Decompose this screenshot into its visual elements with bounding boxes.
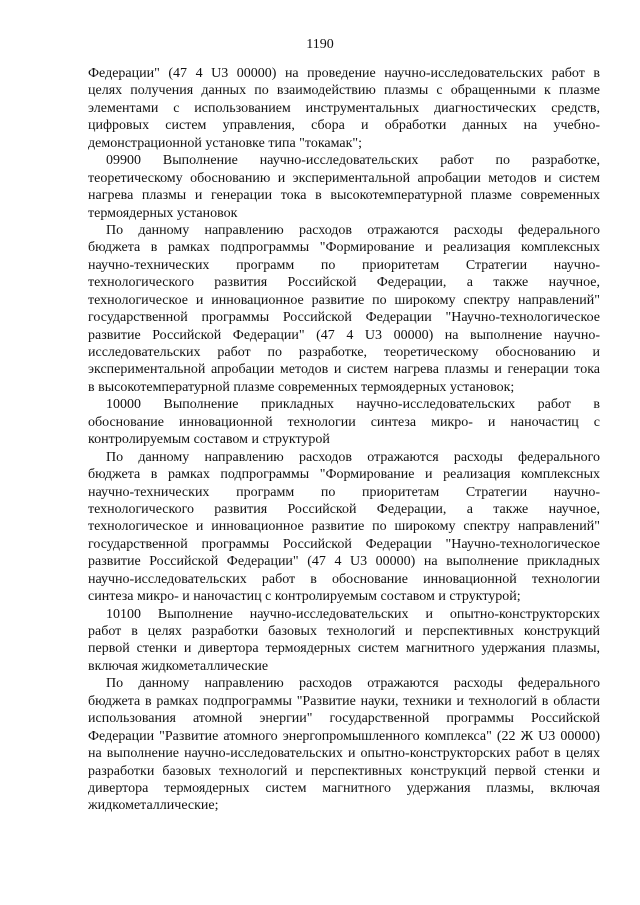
text-line: исследовательских работ по разработке, теоретическому обоснованию и bbox=[88, 345, 600, 360]
text-line: государственной программы Российской Федерации "Научно-технологическое bbox=[88, 310, 600, 326]
text-line: развитие Российской Федерации" (47 4 U3 00000) на выполнение прикладных bbox=[88, 554, 600, 570]
text-line: термоядерных установок bbox=[88, 205, 238, 221]
text-line: первой стенки и дивертора термоядерных систем магнитного удержания плазмы, bbox=[88, 641, 600, 657]
text-line: 09900 Выполнение научно-исследовательских работ по разработке, bbox=[106, 153, 600, 169]
text-line: научно-технических программ по приоритетам Стратегии научно- bbox=[88, 484, 600, 500]
text-line: на выполнение научно-исследовательских и опытно-конструкторских работ в целях bbox=[88, 746, 600, 762]
text-line: обоснование инновационной технологии синтеза микро- и наночастиц с bbox=[88, 414, 600, 430]
text-line: бюджета в рамках подпрограммы "Формирование и реализация комплексных bbox=[88, 467, 600, 483]
text-line: бюджета в рамках подпрограммы "Формирование и реализация комплексных bbox=[88, 240, 600, 256]
text-line: технологического развития Российской Федерации, а также научное, bbox=[88, 501, 600, 517]
text-line: нагрева плазмы и генерации тока в высокотемпературной плазме современных bbox=[88, 188, 600, 204]
text-line: научно-исследовательских работ в обоснование инновационной технологии bbox=[88, 571, 600, 587]
text-line: 10000 Выполнение прикладных научно-исследовательских работ в bbox=[106, 397, 600, 413]
text-line: целях получения данных по взаимодействию плазмы с обращенными к плазме bbox=[88, 83, 600, 99]
text-line: По данному направлению расходов отражаются расходы федерального bbox=[106, 676, 600, 692]
text-line: элементами с использованием инструментальных диагностических средств, bbox=[88, 100, 600, 116]
text-line: синтеза микро- и наночастиц с контролируемым составом и структурой; bbox=[88, 589, 521, 605]
text-line: бюджета в рамках подпрограммы "Развитие науки, техники и технологий в области bbox=[88, 693, 600, 709]
page-number: 1190 bbox=[306, 37, 334, 52]
text-line: контролируемым составом и структурой bbox=[88, 432, 330, 448]
text-line: государственной программы Российской Федерации "Научно-технологическое bbox=[88, 536, 600, 552]
text-line: использования атомной энергии" государственной программы Российской bbox=[88, 711, 600, 727]
text-line: в высокотемпературной плазме современных термоядерных установок; bbox=[88, 379, 515, 395]
text-line: работ в целях разработки базовых технологий и перспективных конструкций bbox=[88, 624, 600, 639]
text-line: Федерации "Развитие атомного энергопромышленного комплекса" (22 Ж U3 00000) bbox=[88, 728, 600, 744]
text-line: теоретическому обоснованию и экспериментальной апробации методов и систем bbox=[88, 170, 600, 186]
text-line: включая жидкометаллические bbox=[88, 658, 269, 674]
text-line: По данному направлению расходов отражаются расходы федерального bbox=[106, 449, 600, 465]
text-line: разработки базовых технологий и перспективных конструкций первой стенки и bbox=[88, 763, 600, 779]
text-line: 10100 Выполнение научно-исследовательских и опытно-конструкторских bbox=[106, 606, 600, 622]
text-line: цифровых систем управления, сбора и обработки данных на учебно- bbox=[88, 118, 600, 134]
text-line: научно-технических программ по приоритетам Стратегии научно- bbox=[88, 257, 600, 273]
document-body bbox=[88, 65, 600, 815]
text-line: экспериментальной апробации методов и систем нагрева плазмы и генерации тока bbox=[88, 362, 600, 378]
text-line: дивертора термоядерных систем магнитного удержания плазмы, включая bbox=[88, 780, 600, 796]
text-line: технологического развития Российской Федерации, а также научное, bbox=[88, 275, 600, 291]
text-line: По данному направлению расходов отражаются расходы федерального bbox=[106, 222, 600, 238]
text-line: развитие Российской Федерации" (47 4 U3 00000) на выполнение научно- bbox=[88, 327, 600, 343]
text-line: жидкометаллические; bbox=[88, 798, 219, 814]
text-line: Федерации" (47 4 U3 00000) на проведение научно-исследовательских работ в bbox=[88, 66, 600, 81]
text-line: технологическое и инновационное развитие по широкому спектру направлений" bbox=[88, 519, 600, 535]
text-line: демонстрационной установке типа "токамак"; bbox=[88, 135, 363, 151]
text-line: технологическое и инновационное развитие по широкому спектру направлений" bbox=[88, 292, 600, 308]
